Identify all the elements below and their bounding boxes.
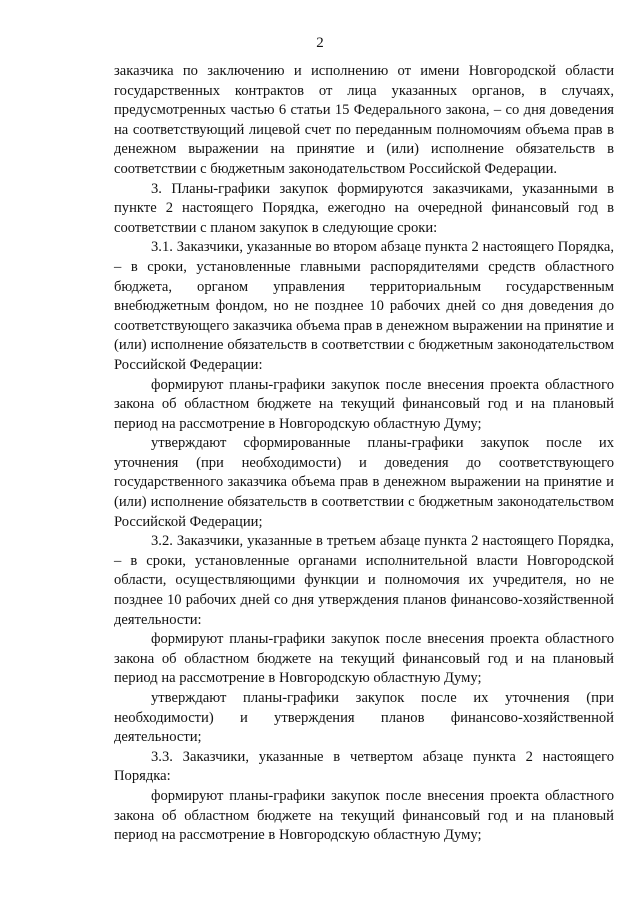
paragraph-3-1-approve: утверждают сформированные планы-графики закупок после их уточнения (при необходимости) и доведения до соответствующего государственного заказчика объема прав в денежном выражении на принятие и (или) исполнение обязательств в соответствии с бюджетным законодательством Российской Федерации; [114, 435, 614, 530]
page-number: 2 [316, 35, 324, 51]
paragraph-clause-3-2: 3.2. Заказчики, указанные в третьем абзаце пункта 2 настоящего Порядка, – в сроки, установленные органами исполнительной власти Новгородской области, осуществляющими функции и полномочия их учредителя, но не позднее 10 рабочих дней со дня утверждения планов финансово-хозяйственной деятельности: [114, 533, 614, 628]
paragraph-3-3-form: формируют планы-графики закупок после внесения проекта областного закона об областном бюджете на текущий финансовый год и на плановый период на рассмотрение в Новгородскую областную Думу; [114, 787, 614, 844]
paragraph-clause-3-3: 3.3. Заказчики, указанные в четвертом абзаце пункта 2 настоящего Порядка: [114, 748, 614, 785]
paragraph-clause-3-1: 3.1. Заказчики, указанные во втором абзаце пункта 2 настоящего Порядка, – в сроки, установленные главными распорядителями средств областного бюджета, органом управления территориальным государственным внебюджетным фондом, но не позднее 10 рабочих дней со дня доведения до соответствующего заказчика объема прав в денежном выражении на принятие и (или) исполнение обязательств в соответствии с бюджетным законодательством Российской Федерации: [114, 239, 614, 373]
paragraph-3-2-approve: утверждают планы-графики закупок после их уточнения (при необходимости) и утверждения планов финансово-хозяйственной деятельности; [114, 690, 614, 746]
paragraph-clause-3: 3. Планы-графики закупок формируются заказчиками, указанными в пункте 2 настоящего Порядка, ежегодно на очередной финансовый год в соответствии с планом закупок в следующие сроки: [114, 180, 614, 236]
paragraph-continuation: заказчика по заключению и исполнению от имени Новгородской области государственных контрактов от лица указанных органов, в случаях, предусмотренных частью 6 статьи 15 Федерального закона, – со дня доведения на соответствующий лицевой счет по переданным полномочиям объема прав в денежном выражении на принятие и (или) исполнение обязательств в соответствии с бюджетным законодательством Российской Федерации. [114, 63, 614, 177]
paragraph-3-2-form: формируют планы-графики закупок после внесения проекта областного закона об областном бюджете на текущий финансовый год и на плановый период на рассмотрение в Новгородскую областную Думу; [114, 631, 614, 687]
paragraph-3-1-form: формируют планы-графики закупок после внесения проекта областного закона об областном бюджете на текущий финансовый год и на плановый период на рассмотрение в Новгородскую областную Думу; [114, 376, 614, 432]
document-body [114, 62, 614, 846]
